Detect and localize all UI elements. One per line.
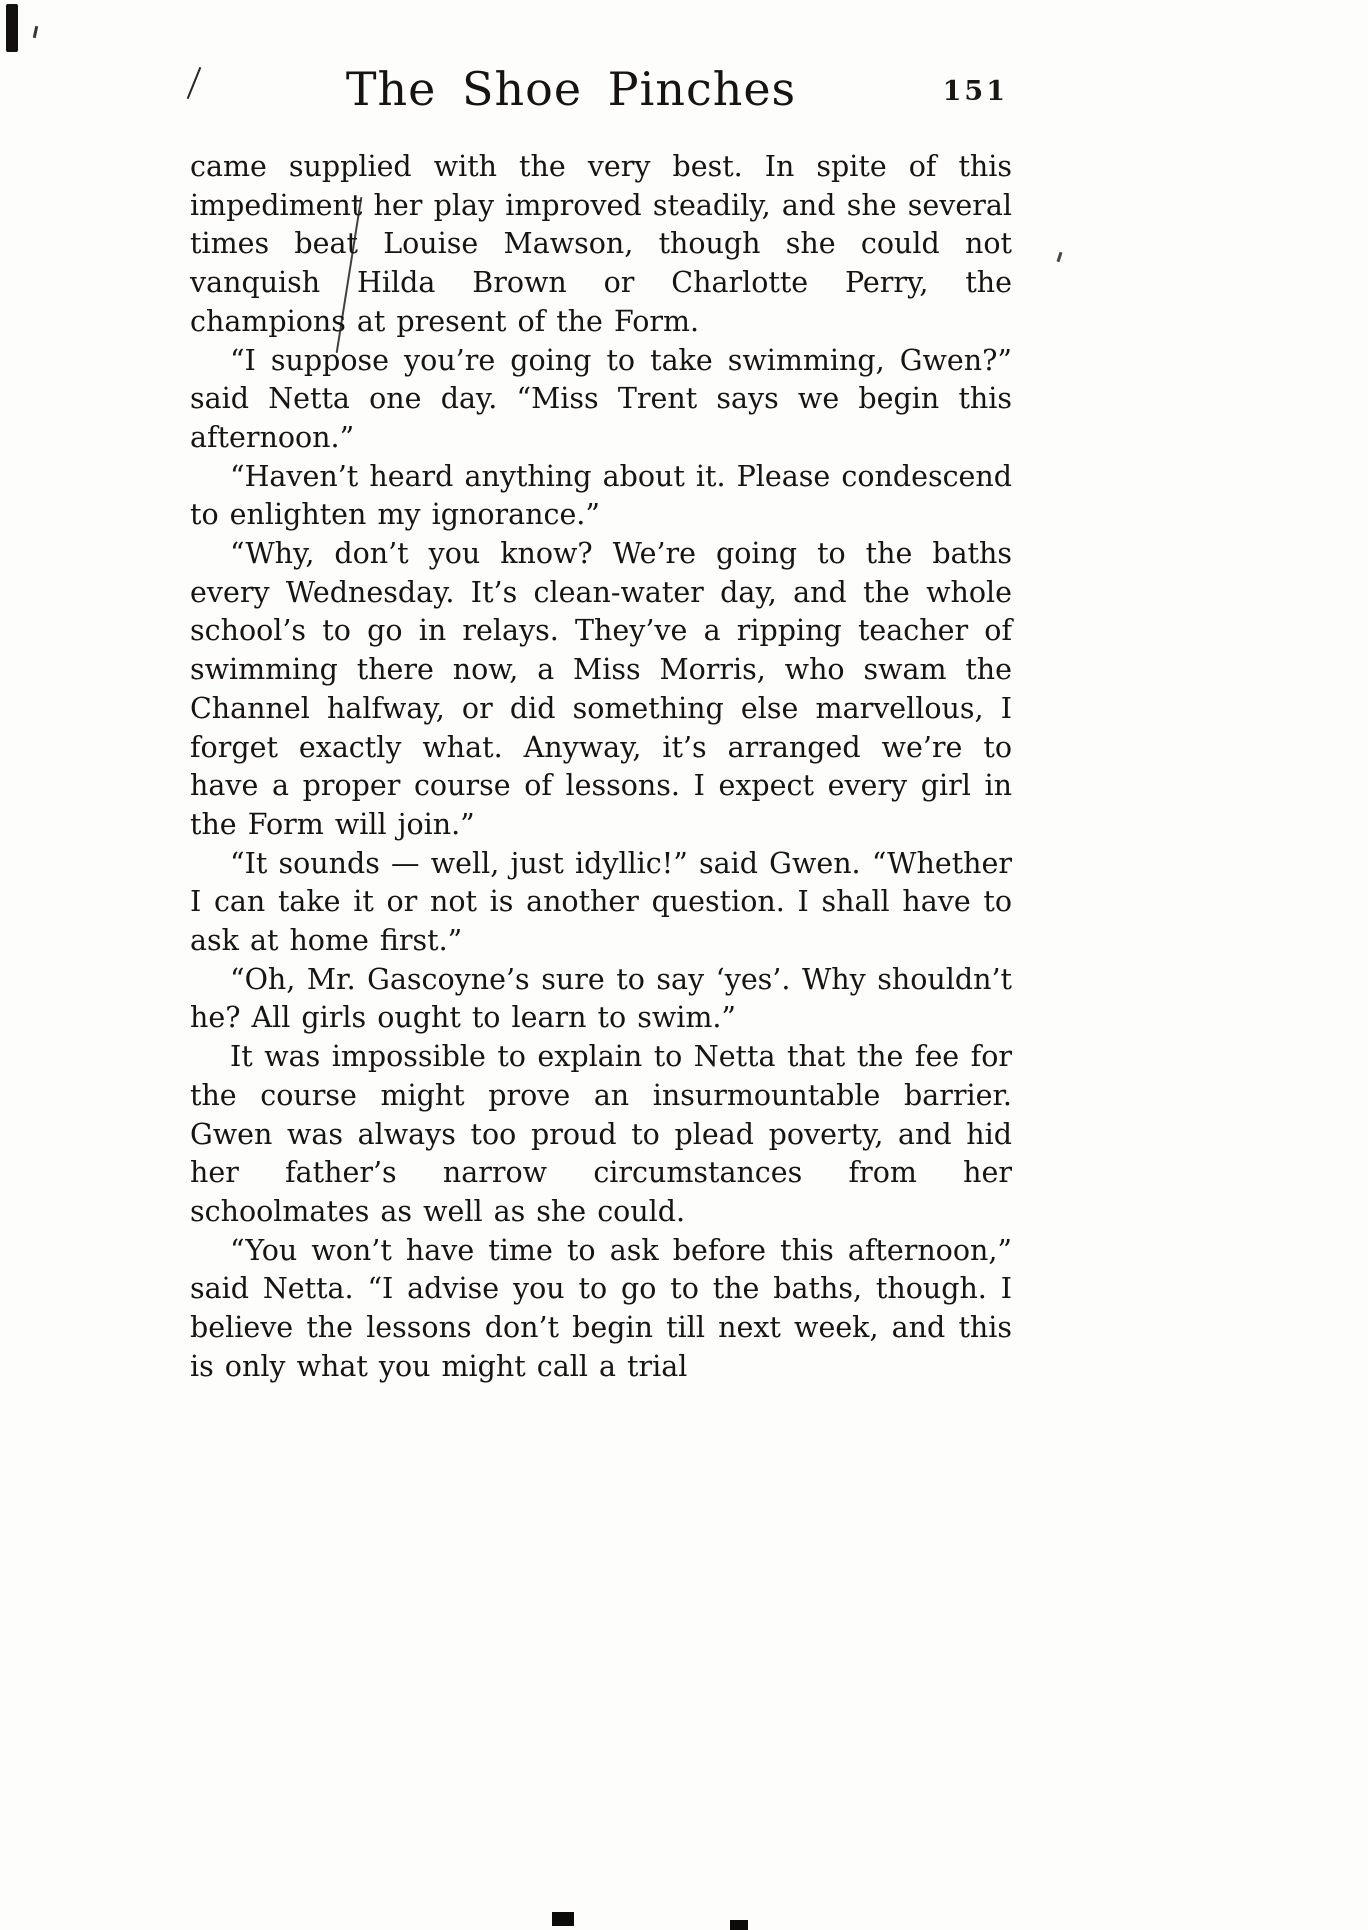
scan-artifact-tick	[33, 26, 38, 38]
scan-artifact-corner	[6, 4, 18, 52]
paragraph: “It sounds — well, just idyllic!” said Gwen. “Whether I can take it or not is another question. I shall have to ask at home first.”	[190, 846, 1012, 958]
scan-artifact-edge-mark	[1057, 252, 1063, 262]
scan-artifact-bottom-mark	[552, 1912, 574, 1926]
text-block	[190, 148, 1012, 1387]
paragraph: “Haven’t heard anything about it. Please condescend to enlighten my ignorance.”	[190, 459, 1012, 532]
page-number: 151	[942, 76, 1008, 107]
paragraph: It was impossible to explain to Netta that the fee for the course might prove an insurmountable barrier. Gwen was always too proud to plead poverty, and hid her father’s narrow circumstances from her schoolmates as well as she could.	[190, 1040, 1012, 1228]
paragraph: “Why, don’t you know? We’re going to the baths every Wednesday. It’s clean-water day, and the whole school’s to go in relays. They’ve a ripping teacher of swimming there now, a Miss Morris, who swam the Channel halfway, or did something else marvellous, I forget exactly what. Anyway, it’s arranged we’re to have a proper course of lessons. I expect every girl in the Form will join.”	[190, 537, 1012, 841]
running-header	[190, 62, 1012, 132]
page-title: The Shoe Pinches	[345, 62, 797, 116]
scan-artifact-bottom-mark	[730, 1920, 748, 1930]
paragraph: “I suppose you’re going to take swimming, Gwen?” said Netta one day. “Miss Trent says we begin this afternoon.”	[190, 343, 1012, 454]
paragraph: came supplied with the very best. In spite of this impediment her play improved steadily, and she several times beat Louise Mawson, though she could not vanquish Hilda Brown or Charlotte Perry, the champions at present of the Form.	[190, 150, 1012, 338]
paragraph: “Oh, Mr. Gascoyne’s sure to say ‘yes’. Why shouldn’t he? All girls ought to learn to swim.”	[190, 962, 1012, 1035]
paragraph: “You won’t have time to ask before this afternoon,” said Netta. “I advise you to go to the baths, though. I believe the lessons don’t begin till next week, and this is only what you might call a trial	[190, 1233, 1012, 1383]
